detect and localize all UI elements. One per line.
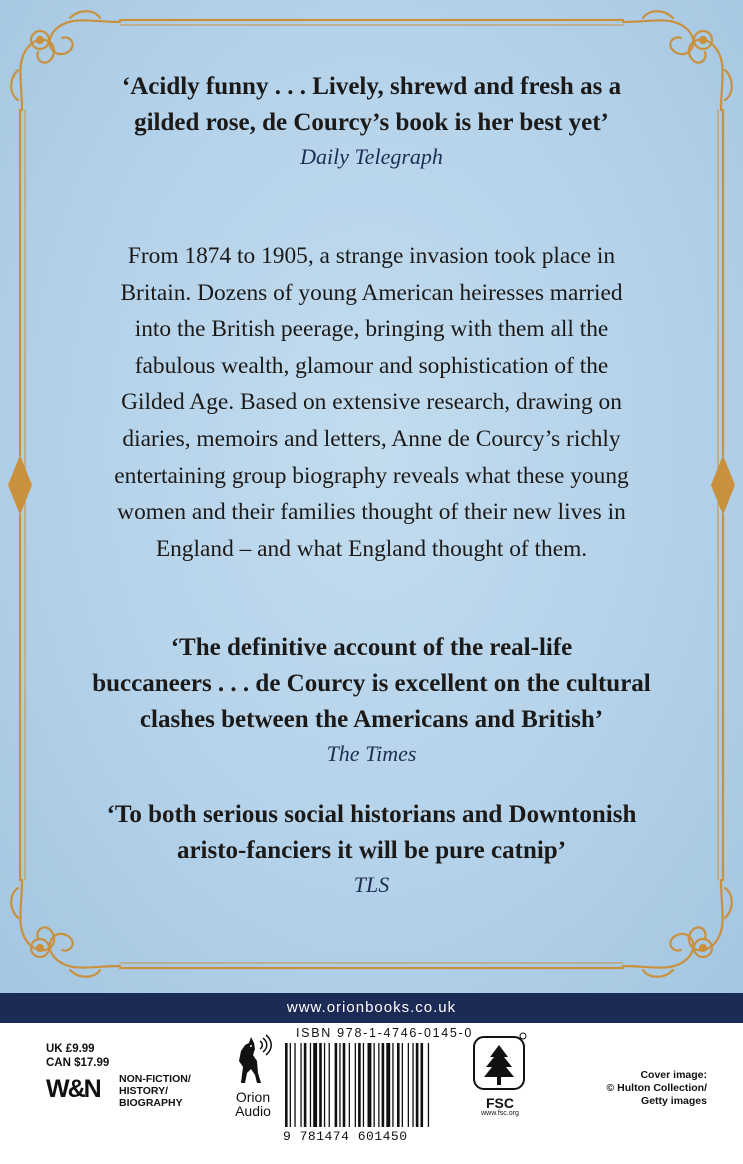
quote-source: TLS <box>353 872 390 897</box>
quote-line: ‘To both serious social historians and Downtonish <box>106 801 637 828</box>
quote-line: aristo-fanciers it will be pure catnip’ <box>176 837 567 864</box>
cover-image-credit <box>587 1069 707 1108</box>
quote-tls <box>40 797 703 901</box>
blurb-line: into the British peerage, bringing with them all the <box>134 316 609 343</box>
quote-line: buccaneers . . . de Courcy is excellent on the cultural <box>92 670 651 697</box>
quote-line: ‘Acidly funny . . . Lively, shrewd and fresh as a <box>121 73 622 100</box>
fsc-label: FSC <box>486 1095 514 1111</box>
quote-the-times <box>40 630 703 770</box>
audio-logo-line2: Audio <box>235 1103 271 1119</box>
price-block <box>46 1042 109 1070</box>
price-can: CAN $17.99 <box>46 1057 110 1069</box>
quote-line: ‘The definitive account of the real-life <box>170 634 573 661</box>
quote-daily-telegraph <box>40 69 703 173</box>
quote-source: Daily Telegraph <box>300 144 443 169</box>
dog-sound-icon <box>231 1033 275 1085</box>
quote-line: gilded rose, de Courcy’s book is her best yet’ <box>134 109 609 136</box>
isbn-label: ISBN 978-1-4746-0145-0 <box>296 1026 474 1040</box>
wn-publisher-logo: W&N <box>46 1075 100 1103</box>
audio-logo-line1: Orion <box>235 1089 271 1105</box>
genre-line: HISTORY/ <box>119 1085 169 1097</box>
fsc-logo <box>470 1031 530 1117</box>
blurb-line: Britain. Dozens of young American heiresses married <box>120 279 623 306</box>
fsc-tree-icon <box>472 1031 528 1091</box>
barcode <box>283 1043 451 1129</box>
blurb-line: Gilded Age. Based on extensive research, drawing on <box>121 389 622 416</box>
quote-line: clashes between the Americans and British’ <box>139 706 604 733</box>
credit-line: © Hulton Collection/ <box>606 1082 707 1094</box>
genre-label <box>119 1073 191 1109</box>
credit-line: Getty images <box>641 1095 707 1107</box>
credit-line: Cover image: <box>640 1069 707 1081</box>
barcode-number: 9 781474 601450 <box>283 1129 408 1144</box>
quote-source: The Times <box>326 741 417 766</box>
blurb-line: diaries, memoirs and letters, Anne de Courcy’s richly <box>122 425 621 452</box>
genre-line: NON-FICTION/ <box>119 1073 191 1085</box>
book-description <box>80 238 663 567</box>
price-uk: UK £9.99 <box>46 1043 95 1055</box>
blurb-line: fabulous wealth, glamour and sophistication of the <box>134 352 609 379</box>
genre-line: BIOGRAPHY <box>119 1097 183 1109</box>
blurb-line: women and their families thought of their new lives in <box>117 499 626 526</box>
orion-audio-logo <box>228 1033 278 1118</box>
cover-footer <box>0 1023 743 1164</box>
blurb-line: entertaining group biography reveals what these young <box>114 462 629 489</box>
blurb-line: From 1874 to 1905, a strange invasion took place in <box>127 243 616 269</box>
publisher-website[interactable]: www.orionbooks.co.uk <box>0 993 743 1023</box>
blurb-line: England – and what England thought of them. <box>155 535 588 562</box>
fsc-url: www.fsc.org <box>481 1110 519 1117</box>
